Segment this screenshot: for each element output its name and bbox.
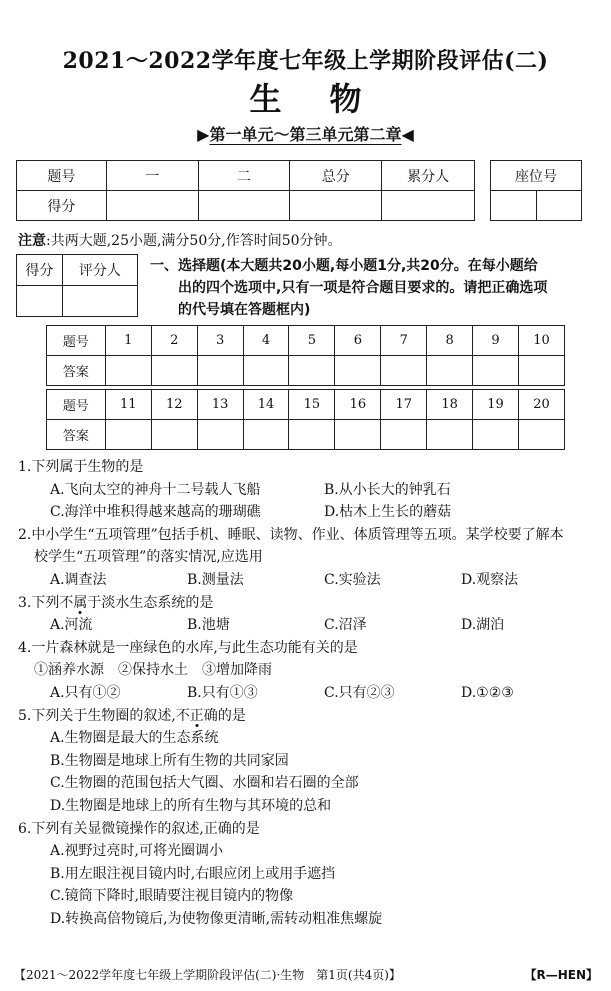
seat-cell[interactable]: [491, 191, 537, 221]
subject-title: 生物: [249, 80, 410, 118]
answer-qnum: 9: [473, 326, 519, 356]
option-d: D.①②③: [461, 684, 514, 701]
grader-table: [16, 254, 138, 317]
option-row: [18, 479, 598, 502]
score-cell[interactable]: [290, 191, 382, 221]
answer-cell[interactable]: [289, 356, 335, 386]
stem-emphasis: 不属于: [59, 594, 102, 611]
grader-cell[interactable]: [62, 286, 137, 317]
answer-qnum: 3: [197, 326, 243, 356]
answer-cell[interactable]: [335, 420, 381, 450]
seat-table: [490, 160, 582, 221]
question-stem: 6.下列有关显微镜操作的叙述,正确的是: [18, 820, 260, 837]
option-c: C.实验法: [324, 571, 381, 588]
answer-qnum: 4: [243, 326, 289, 356]
option-b: B.池塘: [187, 617, 230, 634]
answer-qnum: 11: [105, 390, 151, 420]
section-heading-line: 的代号填在答题框内): [178, 302, 311, 318]
stem-part: 5.下列关于生物圈的叙述,: [18, 707, 176, 724]
option-a: A.河流: [50, 617, 93, 634]
scope-text: 第一单元～第三单元第二章: [209, 125, 402, 144]
stem-part: 淡水生态系统的是: [101, 594, 214, 611]
answer-cell[interactable]: [473, 420, 519, 450]
answer-cell[interactable]: [427, 356, 473, 386]
answer-qnum: 12: [151, 390, 197, 420]
answer-cell[interactable]: [519, 356, 565, 386]
answer-qnum: 14: [243, 390, 289, 420]
answer-cell[interactable]: [381, 356, 427, 386]
question-stem: [18, 705, 598, 728]
answer-cell[interactable]: [151, 420, 197, 450]
answer-cell[interactable]: [151, 356, 197, 386]
grader-score-cell[interactable]: [17, 286, 63, 317]
stem-part: 3.下列: [18, 594, 60, 611]
score-header-cell: 一: [106, 161, 198, 191]
option-row: [18, 569, 598, 592]
answer-cell[interactable]: [243, 420, 289, 450]
option-c: C.生物圈的范围包括大气圈、水圈和岩石圈的全部: [50, 775, 359, 792]
answer-row-label: 答案: [47, 356, 106, 386]
score-header-cell: 二: [198, 161, 290, 191]
option-d: D.生物圈是地球上的所有生物与其环境的总和: [50, 797, 332, 814]
answer-row-label: 题号: [47, 390, 106, 420]
score-header-cell: 累分人: [382, 161, 475, 191]
right-triangle-icon: ▶: [197, 125, 210, 144]
question-list: [18, 456, 598, 930]
question-stem: 1.下列属于生物的是: [18, 459, 144, 475]
left-triangle-icon: ◀: [401, 125, 414, 144]
exam-scope: [0, 122, 611, 145]
answer-cell[interactable]: [289, 420, 335, 450]
answer-qnum: 13: [197, 390, 243, 420]
option-a: A.飞向太空的神舟十二号载人飞船: [50, 481, 261, 498]
option-b: B.测量法: [187, 571, 244, 588]
answer-cell[interactable]: [427, 420, 473, 450]
score-table: [16, 160, 475, 221]
score-cell[interactable]: [382, 191, 475, 221]
note-text: :共两大题,25小题,满分50分,作答时间50分钟。: [46, 233, 342, 249]
answer-cell[interactable]: [197, 420, 243, 450]
option-c: C.镜筒下降时,眼睛要注视目镜内的物像: [50, 888, 294, 905]
score-cell[interactable]: [106, 191, 198, 221]
stem-emphasis: 不正确: [175, 707, 218, 724]
option-row: [18, 614, 598, 637]
exam-note: [18, 230, 342, 250]
seat-cell[interactable]: [536, 191, 582, 221]
option-b: B.只有①③: [187, 684, 258, 701]
answer-qnum: 19: [473, 390, 519, 420]
note-label: 注意: [18, 233, 46, 249]
footer-code: 【R—HEN】: [524, 968, 598, 982]
answer-cell[interactable]: [335, 356, 381, 386]
question-3: [18, 592, 598, 637]
question-6: [18, 818, 598, 931]
answer-qnum: 15: [289, 390, 335, 420]
answer-qnum: 17: [381, 390, 427, 420]
question-4: [18, 637, 598, 705]
answer-table: [46, 325, 565, 450]
score-header-cell: 题号: [17, 161, 107, 191]
option-a: A.视野过亮时,可将光圈调小: [50, 843, 224, 860]
section-heading-line: 一、选择题(本大题共20小题,每小题1分,共20分。在每小题给: [150, 258, 538, 274]
answer-qnum: 10: [519, 326, 565, 356]
answer-row-label: 题号: [47, 326, 106, 356]
answer-cell[interactable]: [519, 420, 565, 450]
question-1: [18, 456, 598, 524]
score-cell[interactable]: [198, 191, 290, 221]
answer-cell[interactable]: [381, 420, 427, 450]
question-stem: 4.一片森林就是一座绿色的水库,与此生态功能有关的是: [18, 639, 358, 656]
answer-cell[interactable]: [105, 420, 151, 450]
answer-qnum: 6: [335, 326, 381, 356]
page-footer: [14, 966, 598, 983]
answer-qnum: 5: [289, 326, 335, 356]
option-b: B.用左眼注视目镜内时,右眼应闭上或用手遮挡: [50, 865, 336, 882]
answer-qnum: 20: [519, 390, 565, 420]
option-c: C.沼泽: [324, 617, 367, 634]
stem-part: 的是: [217, 707, 246, 724]
seat-label: 座位号: [491, 161, 582, 191]
section-heading-line: 出的四个选项中,只有一项是符合题目要求的。请把正确选项: [178, 280, 548, 296]
question-2: [18, 524, 598, 592]
answer-cell[interactable]: [105, 356, 151, 386]
option-d: D.枯木上生长的蘑菇: [324, 504, 452, 521]
option-row: [18, 501, 598, 524]
option-c: C.只有②③: [324, 684, 395, 701]
option-row: [18, 682, 598, 705]
answer-qnum: 16: [335, 390, 381, 420]
option-d: D.湖泊: [461, 617, 505, 634]
option-b: B.从小长大的钟乳石: [324, 481, 451, 498]
answer-qnum: 7: [381, 326, 427, 356]
score-header-cell: 总分: [290, 161, 382, 191]
answer-qnum: 2: [151, 326, 197, 356]
section-heading: [150, 255, 595, 321]
question-5: [18, 705, 598, 818]
question-stem-cont: ①涵养水源 ②保持水土 ③增加降雨: [34, 662, 272, 679]
grader-score-label: 得分: [17, 255, 63, 286]
question-stem: 2.中小学生“五项管理”包括手机、睡眠、读物、作业、体质管理等五项。某学校要了解本: [18, 526, 564, 543]
answer-qnum: 1: [105, 326, 151, 356]
grader-label: 评分人: [62, 255, 137, 286]
answer-cell[interactable]: [197, 356, 243, 386]
option-a: A.调查法: [50, 571, 107, 588]
option-d: D.观察法: [461, 571, 519, 588]
exam-title: 2021～2022学年度七年级上学期阶段评估(二): [62, 48, 549, 74]
footer-info: 【2021～2022学年度七年级上学期阶段评估(二)·生物 第1页(共4页)】: [14, 968, 401, 982]
option-a: A.生物圈是最大的生态系统: [50, 730, 219, 747]
option-d: D.转换高倍物镜后,为使物像更清晰,需转动粗准焦螺旋: [50, 910, 383, 927]
option-b: B.生物圈是地球上所有生物的共同家园: [50, 752, 289, 769]
option-a: A.只有①②: [50, 684, 121, 701]
answer-cell[interactable]: [473, 356, 519, 386]
answer-qnum: 8: [427, 326, 473, 356]
answer-qnum: 18: [427, 390, 473, 420]
option-c: C.海洋中堆积得越来越高的珊瑚礁: [50, 504, 261, 521]
question-stem-cont: 校学生“五项管理”的落实情况,应选用: [34, 549, 263, 566]
score-row-label: 得分: [17, 191, 107, 221]
answer-cell[interactable]: [243, 356, 289, 386]
answer-row-label: 答案: [47, 420, 106, 450]
question-stem: [18, 592, 598, 615]
